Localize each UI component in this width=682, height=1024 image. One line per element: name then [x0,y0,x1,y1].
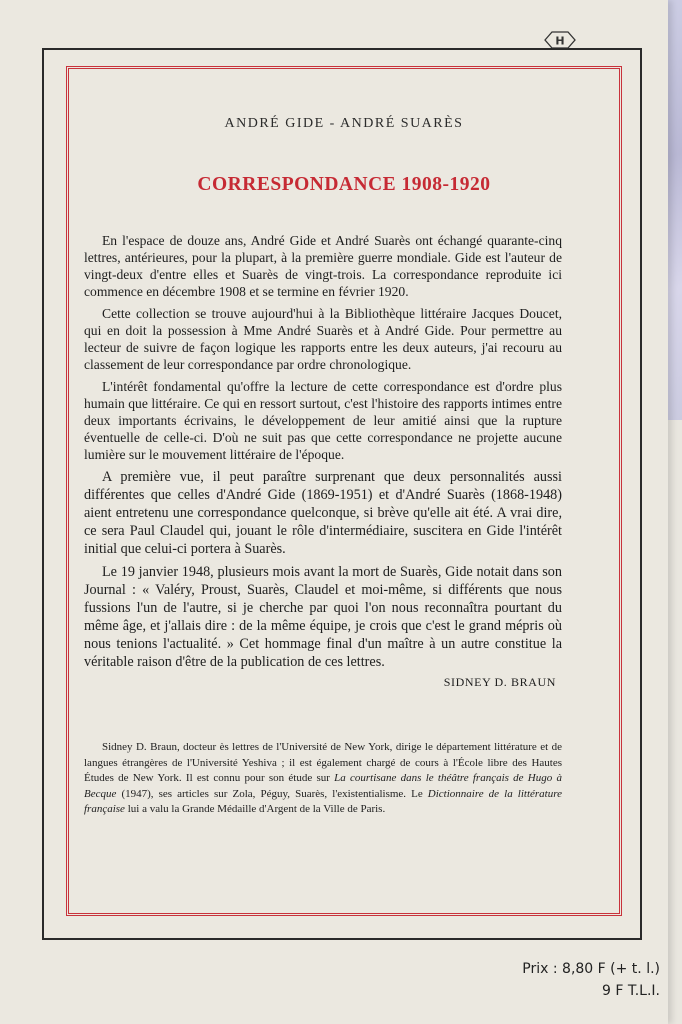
bio-book-title: La courtisane dans le théâtre français de Hugo à Becque [84,772,562,800]
blurb-paragraph: A première vue, il peut paraître surprenant que deux personnalités aussi différentes que celles d'André Gide (1869-1951) et d'André Suarès (1868-1948) aient entretenu une correspondance quelconque, si brève qu'elle ait été. A vrai dire, ce sera Paul Claudel qui, jouant le rôle d'intermédiaire, suscitera en Gide l'intérêt initial que celui-ci portera à Suarès. [84,469,562,557]
author-bio [84,740,562,818]
blurb-paragraph: Le 19 janvier 1948, plusieurs mois avant la mort de Suarès, Gide notait dans son Journal : « Valéry, Proust, Suarès, Claudel et moi-même, si différents que nous fussions l'un de l'autre, si je cherche par quoi l'on nous reconnaîtra pourtant du même âge, et j'allais dire : de la même équipe, je crois que c'est le grand mépris où nous tenions l'actualité. » Cet hommage final d'un maître à un autre constitue la véritable raison d'être de la publication de ces lettres. [84,564,562,670]
bio-paragraph: Sidney D. Braun, docteur ès lettres de l'Université de New York, dirige le département littérature et de langues étrangères de l'Université Yeshiva ; il est également chargé de cours à l'École libre des Hautes Études de New York. Il est connu pour son étude sur La courtisane dans le théâtre français de Hugo à Becque (1947), ses articles sur Zola, Péguy, Suarès, l'existentialisme. Le Dictionnaire de la littérature française lui a valu la Grande Médaille d'Argent de la Ville de Paris. [84,741,562,815]
signature: SIDNEY D. BRAUN [443,675,556,689]
price-tax-line: 9 F T.L.I. [601,983,660,999]
authors-heading: ANDRÉ GIDE - ANDRÉ SUARÈS [224,116,464,131]
svg-text:H: H [555,34,565,48]
blurb-paragraph: L'intérêt fondamental qu'offre la lecture de cette correspondance est d'ordre plus humain que littéraire. Ce qui en ressort surtout, c'est l'histoire des rapports intimes entre deux importants écrivains, le développement de leur amitié ainsi que la rupture éventuelle de celle-ci. D'où ne suit pas que cette correspondance ne projette aucune lumière sur le mouvement littéraire de l'époque. [84,379,562,462]
price-block [490,958,660,1002]
price-line: Prix : 8,80 F (+ t. l.) [522,961,660,977]
blurb-paragraph: Cette collection se trouve aujourd'hui à la Bibliothèque littéraire Jacques Doucet, qui en doit la possession à Mme André Suarès et à André Gide. Pour permettre au lecteur de suivre de façon logique les rapports entre les deux auteurs, j'ai recouru au classement de leur correspondance par ordre chronologique. [84,306,562,372]
blurb-paragraph: En l'espace de douze ans, André Gide et André Suarès ont échangé quarante-cinq lettres, antérieures, pour la plupart, à la première guerre mondiale. Gide est l'auteur de vingt-deux d'entre elles et Suarès de vingt-trois. La correspondance reproduite ici commence en décembre 1908 et se termine en février 1920. [84,233,562,299]
book-title: CORRESPONDANCE 1908-1920 [197,174,491,195]
bio-dictionary-title: Dictionnaire de la littérature française [84,787,562,815]
blurb [84,232,562,691]
publisher-monogram-icon [543,30,577,50]
